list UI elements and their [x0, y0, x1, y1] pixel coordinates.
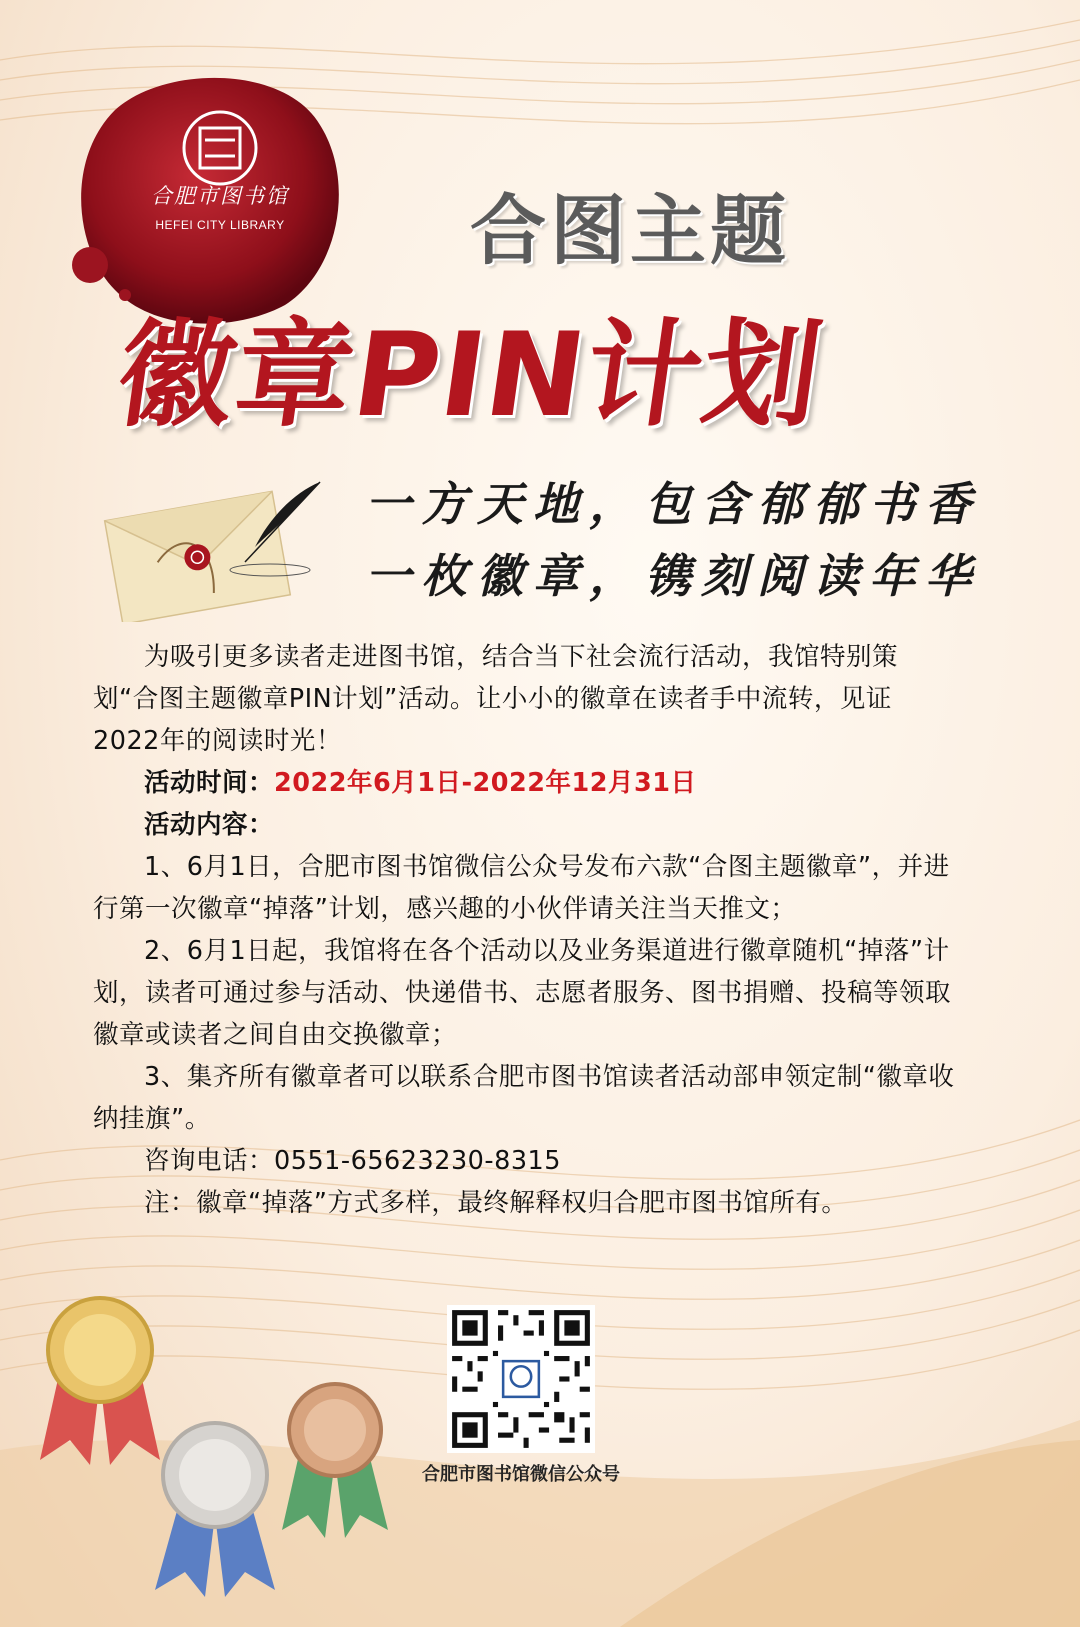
slogan-line-1: 一方天地，包含郁郁书香 [365, 477, 981, 531]
activity-content-label: 活动内容： [144, 810, 275, 840]
content-item-1: 1、6月1日，合肥市图书馆微信公众号发布六款“合图主题徽章”，并进行第一次徽章“掉落”计划，感兴趣的小伙伴请关注当天推文； [93, 852, 950, 924]
activity-time-value: 2022年6月1日-2022年12月31日 [274, 768, 697, 798]
envelope-icon [95, 462, 340, 622]
qr-caption: 合肥市图书馆微信公众号 [422, 1464, 620, 1485]
contact-phone: 咨询电话：0551-65623230-8315 [144, 1146, 561, 1176]
logo-name-cn: 合肥市图书馆 [151, 184, 289, 208]
logo-name-en: HEFEI CITY LIBRARY [155, 218, 285, 232]
activity-time-label: 活动时间： [144, 768, 275, 798]
activity-time [93, 762, 955, 804]
content-item-2: 2、6月1日起，我馆将在各个活动以及业务渠道进行徽章随机“掉落”计划，读者可通过参与活动、快递借书、志愿者服务、图书捐赠、投稿等领取徽章或读者之间自由交换徽章； [93, 936, 952, 1050]
slogan-line-2: 一枚徽章，镌刻阅读年华 [365, 549, 981, 603]
note: 注：徽章“掉落”方式多样，最终解释权归合肥市图书馆所有。 [144, 1188, 848, 1218]
content-item-3: 3、集齐所有徽章者可以联系合肥市图书馆读者活动部申领定制“徽章收纳挂旗”。 [93, 1062, 955, 1134]
body-content [93, 636, 955, 1224]
medal-icon [0, 1290, 420, 1627]
qr-code-icon[interactable] [447, 1305, 595, 1453]
title-line-2: 徽章PIN计划 [109, 308, 832, 443]
title-line-1: 合图主题 [470, 186, 790, 275]
intro-paragraph: 为吸引更多读者走进图书馆，结合当下社会流行活动，我馆特别策划“合图主题徽章PIN计划”活动。让小小的徽章在读者手中流转，见证2022年的阅读时光！ [93, 642, 899, 756]
